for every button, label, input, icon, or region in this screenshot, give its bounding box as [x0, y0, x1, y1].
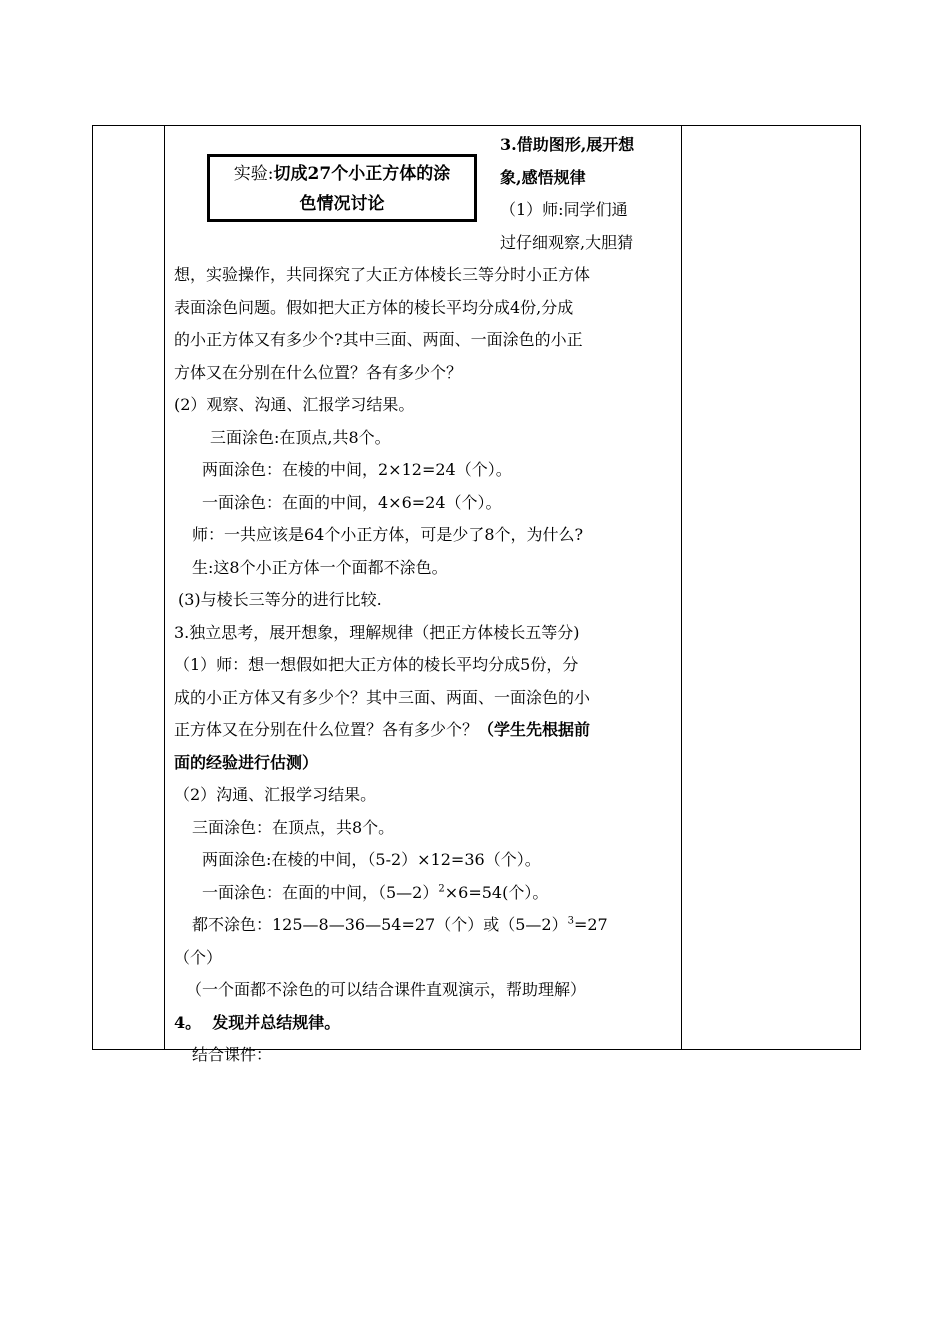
- text-line-11: 3.独立思考，展开想象，理解规律（把正方体棱长五等分): [174, 622, 580, 642]
- text-line-8: 师：一共应该是64个小正方体，可是少了8个，为什么?: [192, 525, 584, 544]
- section4-title: 4。 发现并总结规律。: [174, 1012, 341, 1032]
- text-line-3: 方体又在分别在什么位置？各有多少个？: [174, 362, 463, 382]
- section3-header: [500, 129, 680, 259]
- column-divider-1: [164, 126, 165, 1049]
- sup1-after: ×6=54(个）。: [444, 882, 549, 902]
- mixed-line: [174, 714, 678, 747]
- mixed-normal: 正方体又在分别在什么位置？各有多少个？: [174, 720, 479, 739]
- sup-line-1: [174, 877, 678, 910]
- text-line-7: 一面涂色：在面的中间，4×6=24（个）。: [202, 492, 502, 512]
- sup1-before: 一面涂色：在面的中间，（5—2）: [202, 882, 439, 902]
- section3-title-line2: 象,感悟规律: [500, 167, 586, 187]
- text-line-4: (2）观察、沟通、汇报学习结果。: [174, 395, 415, 414]
- text-line-1: 表面涂色问题。假如把大正方体的棱长平均分成4份,分成: [174, 297, 574, 317]
- text-flow: [174, 259, 678, 1072]
- p1-line2: 过仔细观察,大胆猜: [500, 232, 634, 252]
- sup-line-2: [174, 909, 678, 942]
- experiment-title-line2: 色情况讨论: [299, 194, 385, 214]
- text-line-c-1: （一个面都不涂色的可以结合课件直观演示，帮助理解）: [186, 980, 587, 999]
- text-line-0: 想，实验操作，共同探究了大正方体棱长三等分时小正方体: [174, 265, 591, 284]
- bold-line: 面的经验进行估测）: [174, 752, 319, 772]
- last-line: 结合课件：: [192, 1045, 273, 1064]
- experiment-title: 切成27个小正方体的涂: [273, 164, 451, 184]
- text-line-13: 成的小正方体又有多少个？其中三面、两面、一面涂色的小: [174, 687, 591, 707]
- text-line-2: 的小正方体又有多少个?其中三面、两面、一面涂色的小正: [174, 330, 583, 349]
- sup2-exp: 3: [567, 915, 574, 927]
- sup2-before: 都不涂色：125—8—36—54=27（个）或（5—2）: [192, 915, 568, 934]
- mixed-bold: （学生先根据前: [478, 720, 591, 739]
- experiment-prefix: 实验:: [233, 164, 274, 184]
- lesson-table: [92, 125, 861, 1064]
- text-line-9: 生:这8个小正方体一个面都不涂色。: [192, 557, 448, 577]
- p1-line1: （1）师:同学们通: [500, 200, 628, 219]
- text-line-b-0: （2）沟通、汇报学习结果。: [174, 785, 377, 804]
- text-line-c-0: （个）: [174, 947, 223, 967]
- text-line-b-1: 三面涂色：在顶点，共8个。: [192, 817, 395, 837]
- experiment-box: [207, 154, 477, 222]
- text-line-10: (3)与棱长三等分的进行比较.: [178, 590, 382, 609]
- sup1-exp: 2: [438, 883, 445, 895]
- section3-title-line1: 3.借助图形,展开想: [500, 135, 635, 154]
- process-cell: [166, 126, 682, 1064]
- text-line-6: 两面涂色：在棱的中间，2×12=24（个）。: [202, 460, 512, 479]
- text-line-12: （1）师：想一想假如把大正方体的棱长平均分成5份，分: [174, 655, 579, 674]
- sup2-after: =27: [573, 915, 608, 934]
- text-line-b-2: 两面涂色:在棱的中间，（5-2）×12=36（个）。: [202, 850, 541, 869]
- text-line-5: 三面涂色:在顶点,共8个。: [210, 427, 391, 447]
